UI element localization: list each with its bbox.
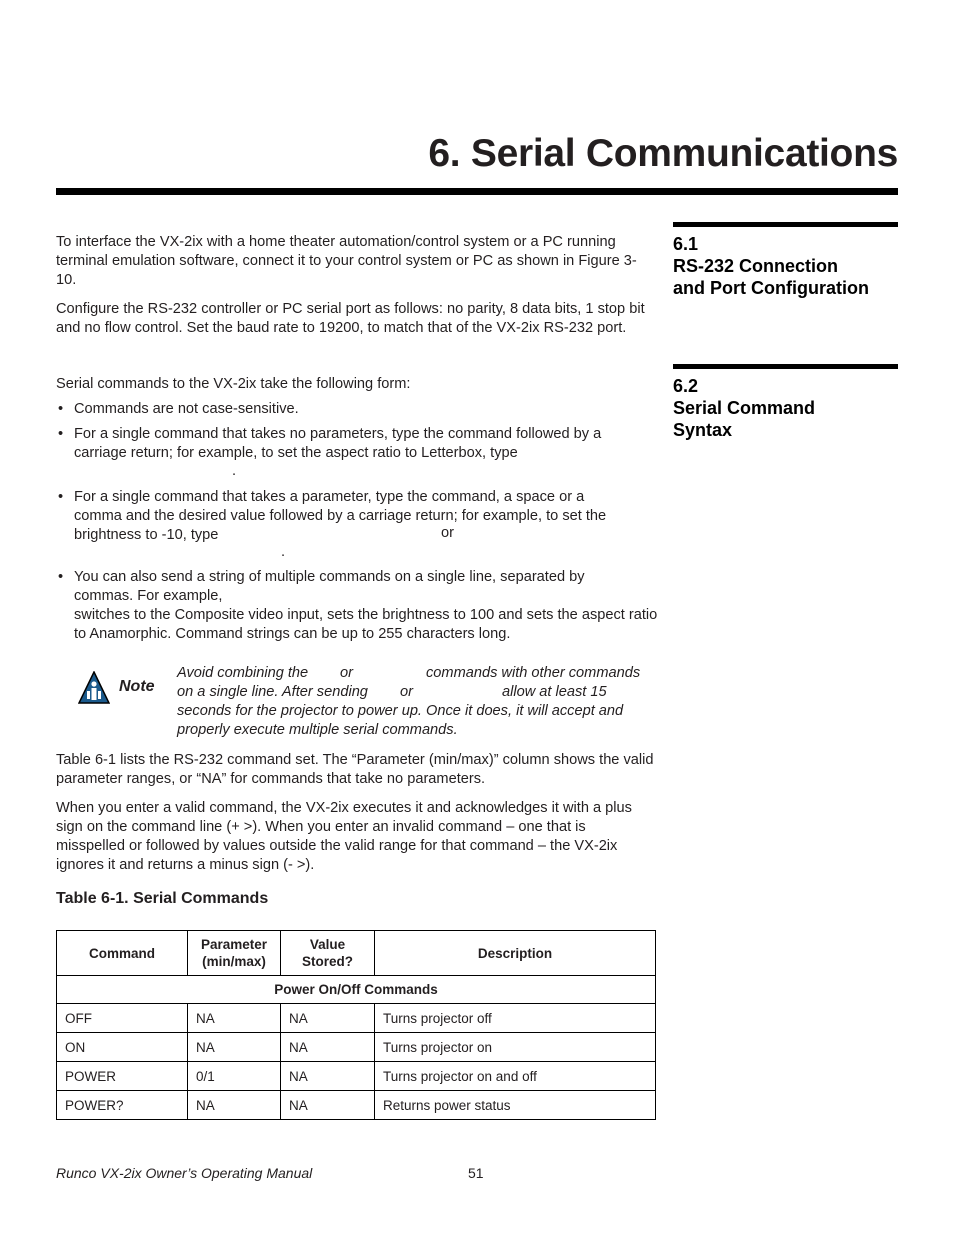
note-text-line: seconds for the projector to power up. Once it does, it will accept and	[177, 703, 624, 719]
note-icon	[78, 671, 110, 705]
bullet-or: or	[441, 525, 454, 541]
paragraph: Table 6-1 lists the RS-232 command set. The “Parameter (min/max)” column shows the valid parameter ranges, or “NA” for commands that take no parameters.	[56, 752, 654, 787]
section-title-line: Serial Command	[673, 398, 816, 418]
cell-parameter: NA	[188, 1033, 281, 1062]
table-header-row	[57, 931, 656, 976]
cell-description: Turns projector on	[375, 1033, 656, 1062]
paragraph: To interface the VX-2ix with a home theater automation/control system or a PC running terminal emulation software, connect it to your control system or PC as shown in Figure 3-10.	[56, 234, 637, 288]
bullet-item: You can also send a string of multiple commands on a single line, separated by commas. For example,	[74, 569, 585, 604]
section-title-line: RS-232 Connection	[673, 256, 839, 276]
cell-value-stored: NA	[281, 1091, 375, 1120]
table-row	[57, 1091, 656, 1120]
cell-command: POWER?	[57, 1091, 188, 1120]
section-title-line: and Port Configuration	[673, 278, 869, 298]
cell-command: ON	[57, 1033, 188, 1062]
column-header-command: Command	[57, 931, 188, 976]
bullet-punctuation: .	[232, 463, 237, 479]
cell-command: POWER	[57, 1062, 188, 1091]
note-text-fragment: allow at least 15	[502, 684, 607, 700]
column-header-value-stored: Value Stored?	[281, 931, 375, 976]
note-text-fragment: or	[400, 684, 413, 700]
column-header-description: Description	[375, 931, 656, 976]
note-text-fragment: on a single line. After sending	[177, 684, 368, 700]
note-text	[177, 664, 657, 740]
bullet-marker: •	[58, 489, 64, 505]
paragraph: Serial commands to the VX-2ix take the following form:	[56, 376, 411, 392]
cell-description: Turns projector on and off	[375, 1062, 656, 1091]
cell-value-stored: NA	[281, 1062, 375, 1091]
cell-parameter: NA	[188, 1091, 281, 1120]
bullet-punctuation: .	[281, 544, 286, 560]
serial-commands-table	[56, 930, 656, 1120]
table-row	[57, 1062, 656, 1091]
section-rule	[673, 364, 898, 369]
chapter-title: 6. Serial Communications	[428, 132, 898, 175]
section-number: 6.2	[673, 376, 699, 396]
section-heading-6-2	[673, 375, 913, 441]
cell-value-stored: NA	[281, 1033, 375, 1062]
note-label: Note	[119, 678, 155, 695]
page-number: 51	[468, 1165, 484, 1181]
bullet-marker: •	[58, 569, 64, 585]
column-header-parameter: Parameter (min/max)	[188, 931, 281, 976]
paragraph: Configure the RS-232 controller or PC serial port as follows: no parity, 8 data bits, 1 stop bit and no flow control. Set the baud rate to 19200, to match that of the VX-2ix RS-232 port.	[56, 301, 645, 336]
footer-manual-title: Runco VX-2ix Owner’s Operating Manual	[56, 1165, 313, 1181]
note-text-line: properly execute multiple serial commands.	[177, 722, 458, 738]
bullet-item-continuation: switches to the Composite video input, sets the brightness to 100 and sets the aspect ratio to Anamorphic. Command strings can be up to 255 characters long.	[74, 607, 658, 642]
bullet-marker: •	[58, 426, 64, 442]
note-text-fragment: commands with other commands	[426, 665, 641, 681]
table-group-row	[57, 976, 656, 1004]
note-text-fragment: or	[340, 665, 353, 681]
cell-description: Returns power status	[375, 1091, 656, 1120]
chapter-rule	[56, 188, 898, 195]
section-rule	[673, 222, 898, 227]
cell-description: Turns projector off	[375, 1004, 656, 1033]
table-caption: Table 6-1. Serial Commands	[56, 890, 269, 907]
table-row	[57, 1033, 656, 1062]
section-number: 6.1	[673, 234, 699, 254]
cell-parameter: 0/1	[188, 1062, 281, 1091]
cell-command: OFF	[57, 1004, 188, 1033]
note-text-fragment: Avoid combining the	[177, 665, 309, 681]
cell-value-stored: NA	[281, 1004, 375, 1033]
section-heading-6-1	[673, 233, 913, 299]
bullet-item: For a single command that takes a parameter, type the command, a space or a comma and the desired value followed by a carriage return; for example, to set the brightness to -10, type	[74, 489, 607, 543]
table-group-label: Power On/Off Commands	[57, 976, 656, 1004]
section-title-line: Syntax	[673, 420, 733, 440]
bullet-marker: •	[58, 401, 64, 417]
paragraph: When you enter a valid command, the VX-2ix executes it and acknowledges it with a plus sign on the command line (+ >). When you enter an invalid command – one that is misspelled or followed by values outside the valid range for that command – the VX-2ix ignores it and returns a minus sign (- >).	[56, 800, 632, 873]
cell-parameter: NA	[188, 1004, 281, 1033]
bullet-item: Commands are not case-sensitive.	[74, 401, 299, 417]
bullet-item: For a single command that takes no parameters, type the command followed by a carriage return; for example, to set the aspect ratio to Letterbox, type	[74, 426, 602, 461]
table-row	[57, 1004, 656, 1033]
